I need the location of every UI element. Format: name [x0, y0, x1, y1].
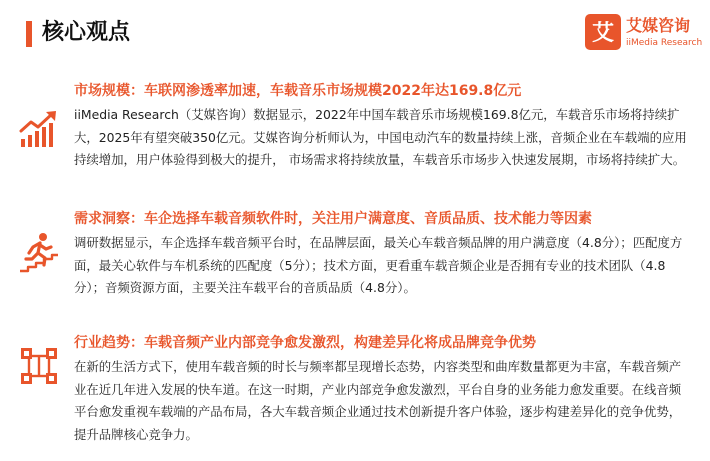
section-title: 市场规模：车联网渗透率加速，车载音乐市场规模2022年达169.8亿元	[74, 83, 522, 99]
page-title: 核心观点	[42, 20, 131, 45]
section-title: 行业趋势：车载音频产业内部竞争愈发激烈，构建差异化将成品牌竞争优势	[74, 335, 536, 351]
logo-mark-glyph: 艾	[591, 21, 615, 46]
title-accent-bar	[26, 21, 32, 47]
running-stairs-icon	[18, 231, 60, 273]
section-title: 需求洞察：车企选择车载音频软件时，关注用户满意度、音质品质、技术能力等因素	[74, 211, 592, 227]
header	[0, 0, 710, 60]
logo-mark-icon	[585, 14, 621, 50]
section-body: iiMedia Research（艾媒咨询）数据显示，2022年中国车载音乐市场规模169.8亿元，车载音乐市场将持续扩大，2025年有望突破350亿元。艾媒咨询分析师认为，中国电动汽车的数量持续上涨，音频企业在车载端的应用持续增加，用户体验得到极大的提升， 市场需求将持续放量，车载音乐市场步入快速发展期，市场将持续扩大。	[74, 107, 687, 168]
logo-name: 艾媒咨询	[626, 16, 691, 35]
growth-chart-icon	[18, 109, 60, 151]
section-body: 在新的生活方式下，使用车载音频的时长与频率都呈现增长态势，内容类型和曲库数量都更为丰富，车载音频产业在近几年进入发展的快车道。在这一时期，产业内部竞争愈发激烈，平台自身的业务能力愈发重要。在线音频平台愈发重视车载端的产品布局，各大车载音频企业通过技术创新提升客户体验，逐步构建差异化的竞争优势，提升品牌核心竞争力。	[74, 359, 682, 442]
network-nodes-icon	[18, 345, 60, 387]
logo-subtitle: iiMedia Research	[626, 38, 703, 48]
iimedia-logo	[585, 14, 703, 54]
section-body: 调研数据显示，车企选择车载音频平台时，在品牌层面，最关心车载音频品牌的用户满意度（4.8分）；匹配度方面，最关心软件与车机系统的匹配度（5分）；技术方面，更看重车载音频企业是否拥有专业的技术团队（4.8分）；音频资源方面，主要关注车载平台的音质品质（4.8分）。	[74, 235, 683, 296]
